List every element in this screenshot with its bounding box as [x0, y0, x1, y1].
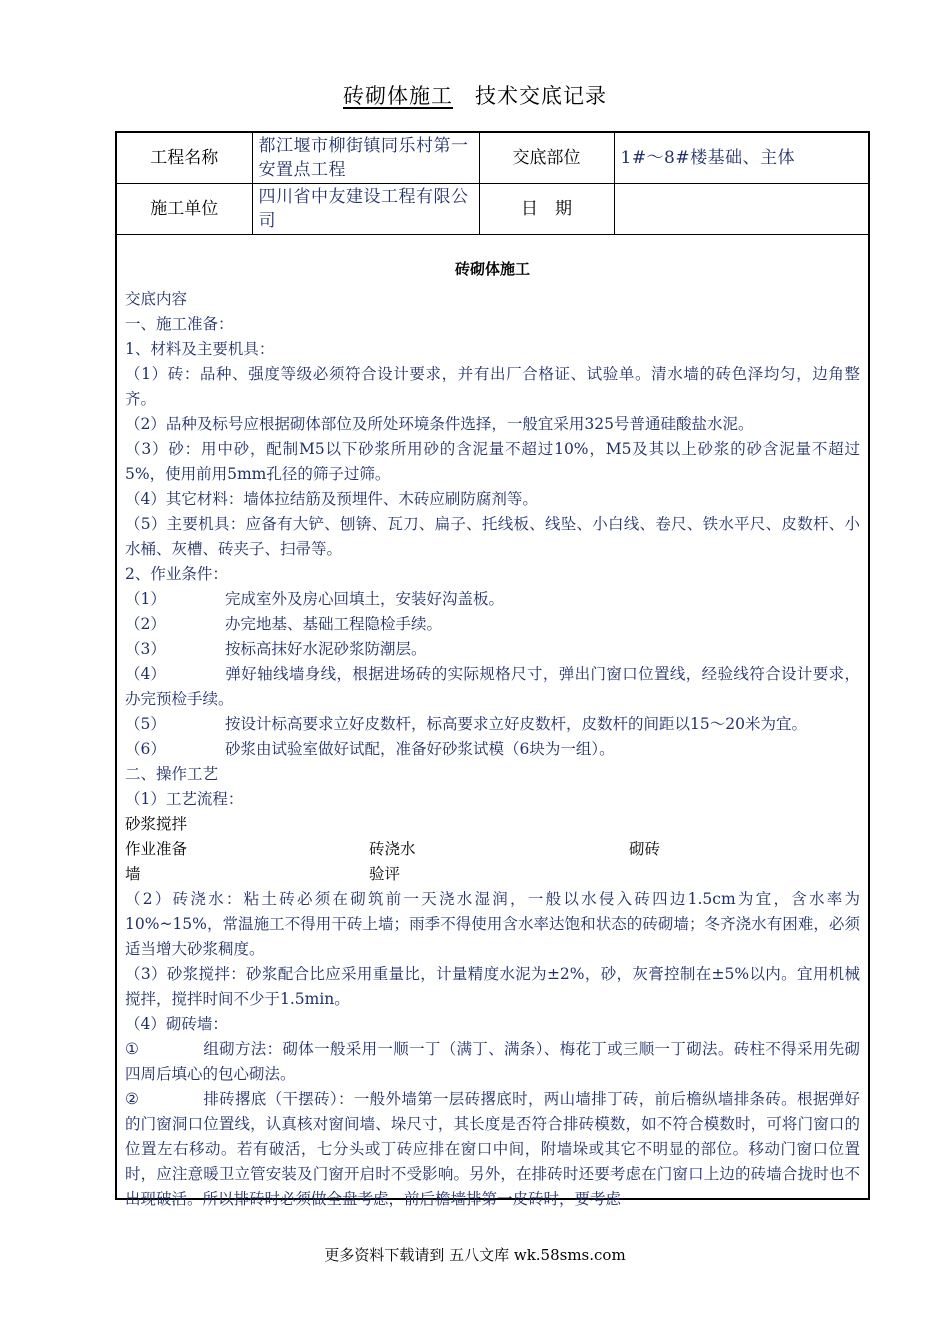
info-table — [117, 133, 868, 235]
page-title — [0, 80, 950, 110]
content-heading: 砖砌体施工 — [454, 260, 530, 278]
content-line: 2、作业条件： — [125, 565, 228, 583]
content-area — [117, 257, 868, 1212]
condition-text: 按设计标高要求立好皮数杆，标高要求立好皮数杆，皮数杆的间距以15～20米为宜。 — [225, 715, 807, 733]
page-footer: 更多资料下载请到 五八文库 wk.58sms.com — [324, 1246, 626, 1264]
flow-step-eval: 验评 — [369, 865, 401, 883]
project-name-value: 都江堰市柳街镇同乐村第一安置点工程 — [252, 133, 479, 184]
content-line: （1）砖：品种、强度等级必须符合设计要求，并有出厂合格证、试验单。清水墙的砖色泽均匀，边角整齐。 — [125, 365, 860, 408]
masonry-item — [125, 1037, 860, 1087]
info-row-company — [117, 184, 868, 235]
flow-mix: 砂浆搅拌 — [125, 815, 188, 833]
flow-step-lay: 砌砖 — [629, 840, 661, 858]
condition-text: 砂浆由试验室做好试配，准备好砂浆试模（6块为一组）。 — [225, 740, 615, 758]
content-line: 1、材料及主要机具： — [125, 340, 275, 358]
section-heading: 二、操作工艺 — [125, 765, 219, 783]
content-line: （4）其它材料：墙体拉结筋及预埋件、木砖应刷防腐剂等。 — [125, 490, 538, 508]
condition-num: （3） — [125, 640, 166, 658]
condition-item — [125, 612, 860, 637]
flow-step-prep: 作业准备 — [125, 840, 188, 858]
content-line: （2）砖浇水：粘土砖必须在砌筑前一天浇水湿润，一般以水侵入砖四边1.5cm为宜，含水率为10%~15%，常温施工不得用干砖上墙；雨季不得使用含水率达饱和状态的砖砌墙；冬齐浇水有困难，必须适当增大砂浆稠度。 — [125, 890, 860, 958]
content-line: 交底内容 — [125, 290, 188, 308]
company-value: 四川省中友建设工程有限公司 — [252, 184, 479, 235]
content-line: （3）砂浆搅拌：砂浆配合比应采用重量比，计量精度水泥为±2%，砂，灰膏控制在±5%以内。宜用机械搅拌，搅拌时间不少于1.5min。 — [125, 965, 860, 1008]
location-label: 交底部位 — [479, 133, 614, 184]
title-sub: 技术交底记录 — [475, 84, 607, 108]
content-line: （5）主要机具：应备有大铲、刨锛、瓦刀、扁子、托线板、线坠、小白线、卷尺、铁水平尺、皮数杆、小水桶、灰槽、砖夹子、扫帚等。 — [125, 515, 860, 558]
flow-step-wall: 墙 — [125, 865, 141, 883]
condition-text: 弹好轴线墙身线，根据进场砖的实际规格尺寸，弹出门窗口位置线，经验线符合设计要求，办完预检手续。 — [125, 665, 860, 708]
condition-item — [125, 712, 860, 737]
condition-num: （2） — [125, 615, 166, 633]
masonry-item — [125, 1087, 860, 1212]
condition-item — [125, 637, 860, 662]
condition-num: （1） — [125, 590, 166, 608]
record-frame — [115, 131, 870, 1208]
condition-text: 办完地基、基础工程隐检手续。 — [225, 615, 443, 633]
flow-step-water: 砖浇水 — [369, 840, 416, 858]
masonry-text: 组砌方法：砌体一般采用一顺一丁（满丁、满条）、梅花丁或三顺一丁砌法。砖柱不得采用先砌四周后填心的包心砌法。 — [125, 1040, 860, 1083]
condition-num: （6） — [125, 740, 166, 758]
masonry-num: ② — [125, 1090, 139, 1108]
title-main: 砖砌体施工 — [343, 84, 453, 108]
content-line: （2）品种及标号应根据砌体部位及所处环境条件选择，一般宜采用325号普通硅酸盐水泥。 — [125, 415, 754, 433]
condition-item — [125, 737, 860, 762]
condition-item — [125, 587, 860, 612]
process-flow — [125, 837, 860, 887]
content-line: 一、施工准备： — [125, 315, 234, 333]
location-value: 1#～8#楼基础、主体 — [614, 133, 868, 184]
date-value — [614, 184, 868, 235]
company-label: 施工单位 — [117, 184, 252, 235]
condition-num: （5） — [125, 715, 166, 733]
info-row-project — [117, 133, 868, 184]
date-label: 日 期 — [479, 184, 614, 235]
content-line: （4）砌砖墙： — [125, 1015, 228, 1033]
masonry-text: 排砖撂底（干摆砖）：一般外墙第一层砖撂底时，两山墙排丁砖，前后檐纵墙排条砖。根据弹好的门窗洞口位置线，认真核对窗间墙、垛尺寸，其长度是否符合排砖模数，如不符合模数时，可将门窗口的位置左右移动。若有破活，七分头或丁砖应排在窗口中间，附墙垛或其它不明显的部位。移动门窗口位置时，应注意暖卫立管安装及门窗开启时不受影响。另外，在排砖时还要考虑在门窗口上边的砖墙合拢时也不出现破活。所以排砖时必须做全盘考虑，前后檐墙排第一皮砖时，要考虑 — [125, 1090, 860, 1208]
condition-num: （4） — [125, 665, 166, 683]
condition-item — [125, 662, 860, 712]
project-name-label: 工程名称 — [117, 133, 252, 184]
masonry-num: ① — [125, 1040, 139, 1058]
content-line: （3）砂：用中砂，配制M5以下砂浆所用砂的含泥量不超过10%，M5及其以上砂浆的砂含泥量不超过5%，使用前用5mm孔径的筛子过筛。 — [125, 440, 860, 483]
condition-text: 完成室外及房心回填土，安装好沟盖板。 — [225, 590, 505, 608]
condition-text: 按标高抹好水泥砂浆防潮层。 — [225, 640, 427, 658]
flow-title: （1）工艺流程： — [125, 790, 244, 808]
